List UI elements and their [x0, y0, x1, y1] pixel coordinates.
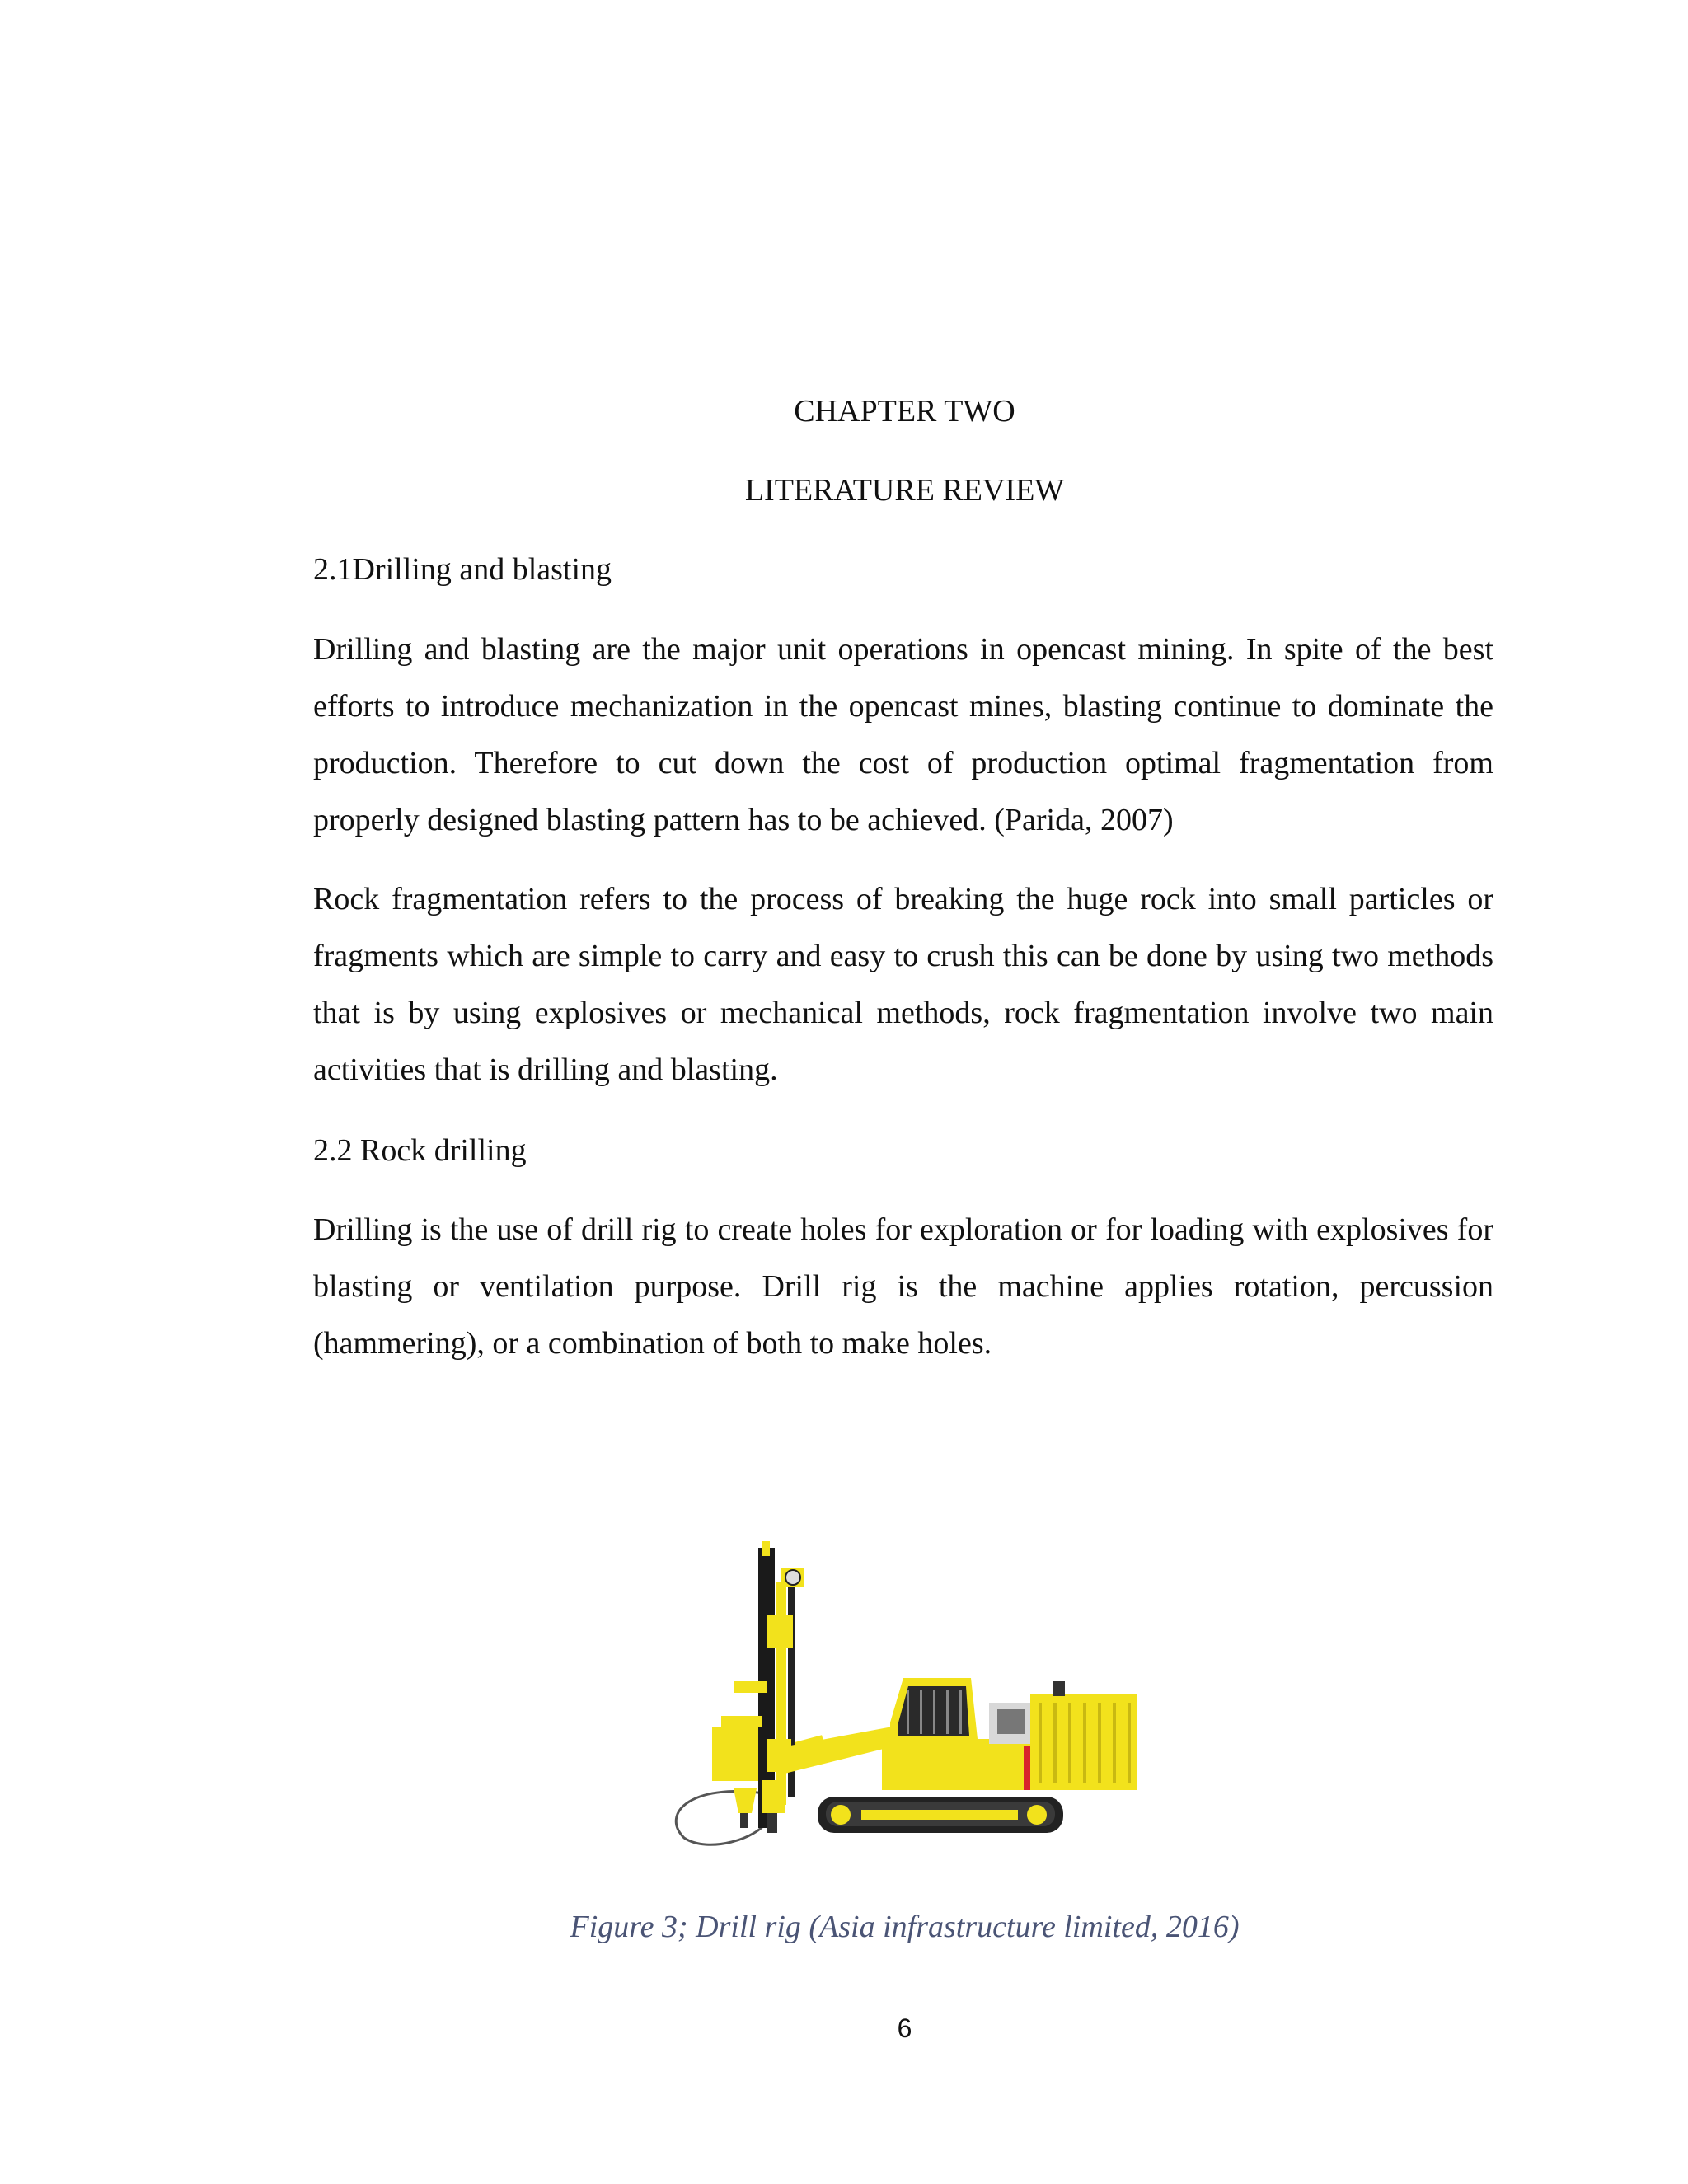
page-number: 6 — [897, 2013, 912, 2043]
figure-caption: Figure 3; Drill rig (Asia infrastructure limited, 2016) — [570, 1910, 1240, 1944]
section-heading-rock-drilling: 2.2 Rock drilling — [313, 1133, 527, 1168]
chapter-title: CHAPTER TWO — [794, 394, 1015, 429]
drill-rig-image — [643, 1533, 1187, 1863]
figure-drill-rig — [643, 1533, 1187, 1863]
section-heading-drilling-and-blasting: 2.1Drilling and blasting — [313, 552, 612, 587]
paragraph-drilling-and-blasting: Drilling and blasting are the major unit operations in opencast mining. In spite of the best efforts to introduce mechanization in the opencast mines, blasting continue to dominate the production. Therefore to cut down the cost of production optimal fragmentation from properly designed blasting pattern has to be achieved. (Parida, 2007) — [313, 632, 1493, 837]
paragraph-rock-fragmentation: Rock fragmentation refers to the process of breaking the huge rock into small particles or fragments which are simple to carry and easy to crush this can be done by using two methods that is by using explosives or mechanical methods, rock fragmentation involve two main activities that is drilling and blasting. — [313, 882, 1493, 1087]
paragraph-rock-drilling: Drilling is the use of drill rig to create holes for exploration or for loading with explosives for blasting or ventilation purpose. Drill rig is the machine applies rotation, percussion (hammering), or a combination of both to make holes. — [313, 1212, 1493, 1361]
chapter-subtitle: LITERATURE REVIEW — [744, 473, 1065, 508]
